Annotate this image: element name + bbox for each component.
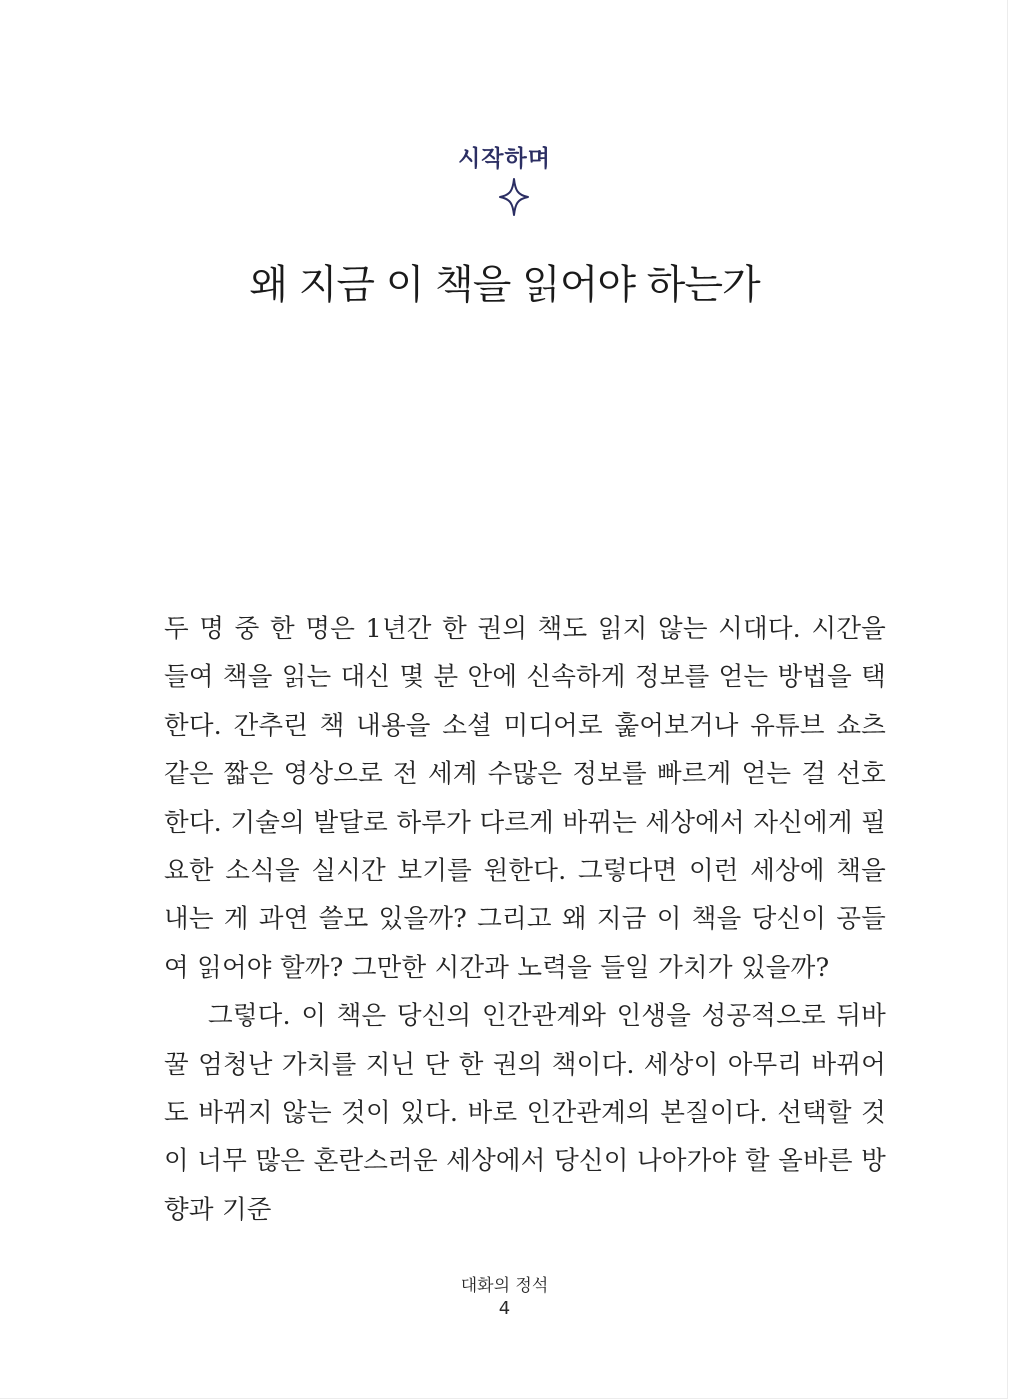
running-footer-book-title: 대화의 정석 xyxy=(460,1276,549,1296)
paragraph: 그렇다. 이 책은 당신의 인간관계와 인생을 성공적으로 뒤바꿀 엄청난 가치를 지닌 단 한 권의 책이다. 세상이 아무리 바뀌어도 바뀌지 않는 것이 있다. 바로 인간관계의 본질이다. 선택할 것이 너무 많은 혼란스러운 세상에서 당신이 나아가야 할 올바른 방향과 기준 xyxy=(164,1001,886,1225)
chapter-label: 시작하며 xyxy=(458,146,551,172)
page-title: 왜 지금 이 책을 읽어야 하는가 xyxy=(249,261,760,308)
page-number: 4 xyxy=(498,1298,511,1319)
paragraph: 두 명 중 한 명은 1년간 한 권의 책도 읽지 않는 시대다. 시간을 들여 책을 읽는 대신 몇 분 안에 신속하게 정보를 얻는 방법을 택한다. 간추린 책 내용을 소셜 미디어로 훑어보거나 유튜브 쇼츠 같은 짧은 영상으로 전 세계 수많은 정보를 빠르게 얻는 걸 선호한다. 기술의 발달로 하루가 다르게 바뀌는 세상에서 자신에게 필요한 소식을 실시간 보기를 원한다. 그렇다면 이런 세상에 책을 내는 게 과연 쓸모 있을까? 그리고 왜 지금 이 책을 당신이 공들여 읽어야 할까? 그만한 시간과 노력을 들일 가치가 있을까? xyxy=(164,614,886,983)
body-text xyxy=(164,605,886,1234)
four-point-star-outline-icon xyxy=(499,178,529,216)
